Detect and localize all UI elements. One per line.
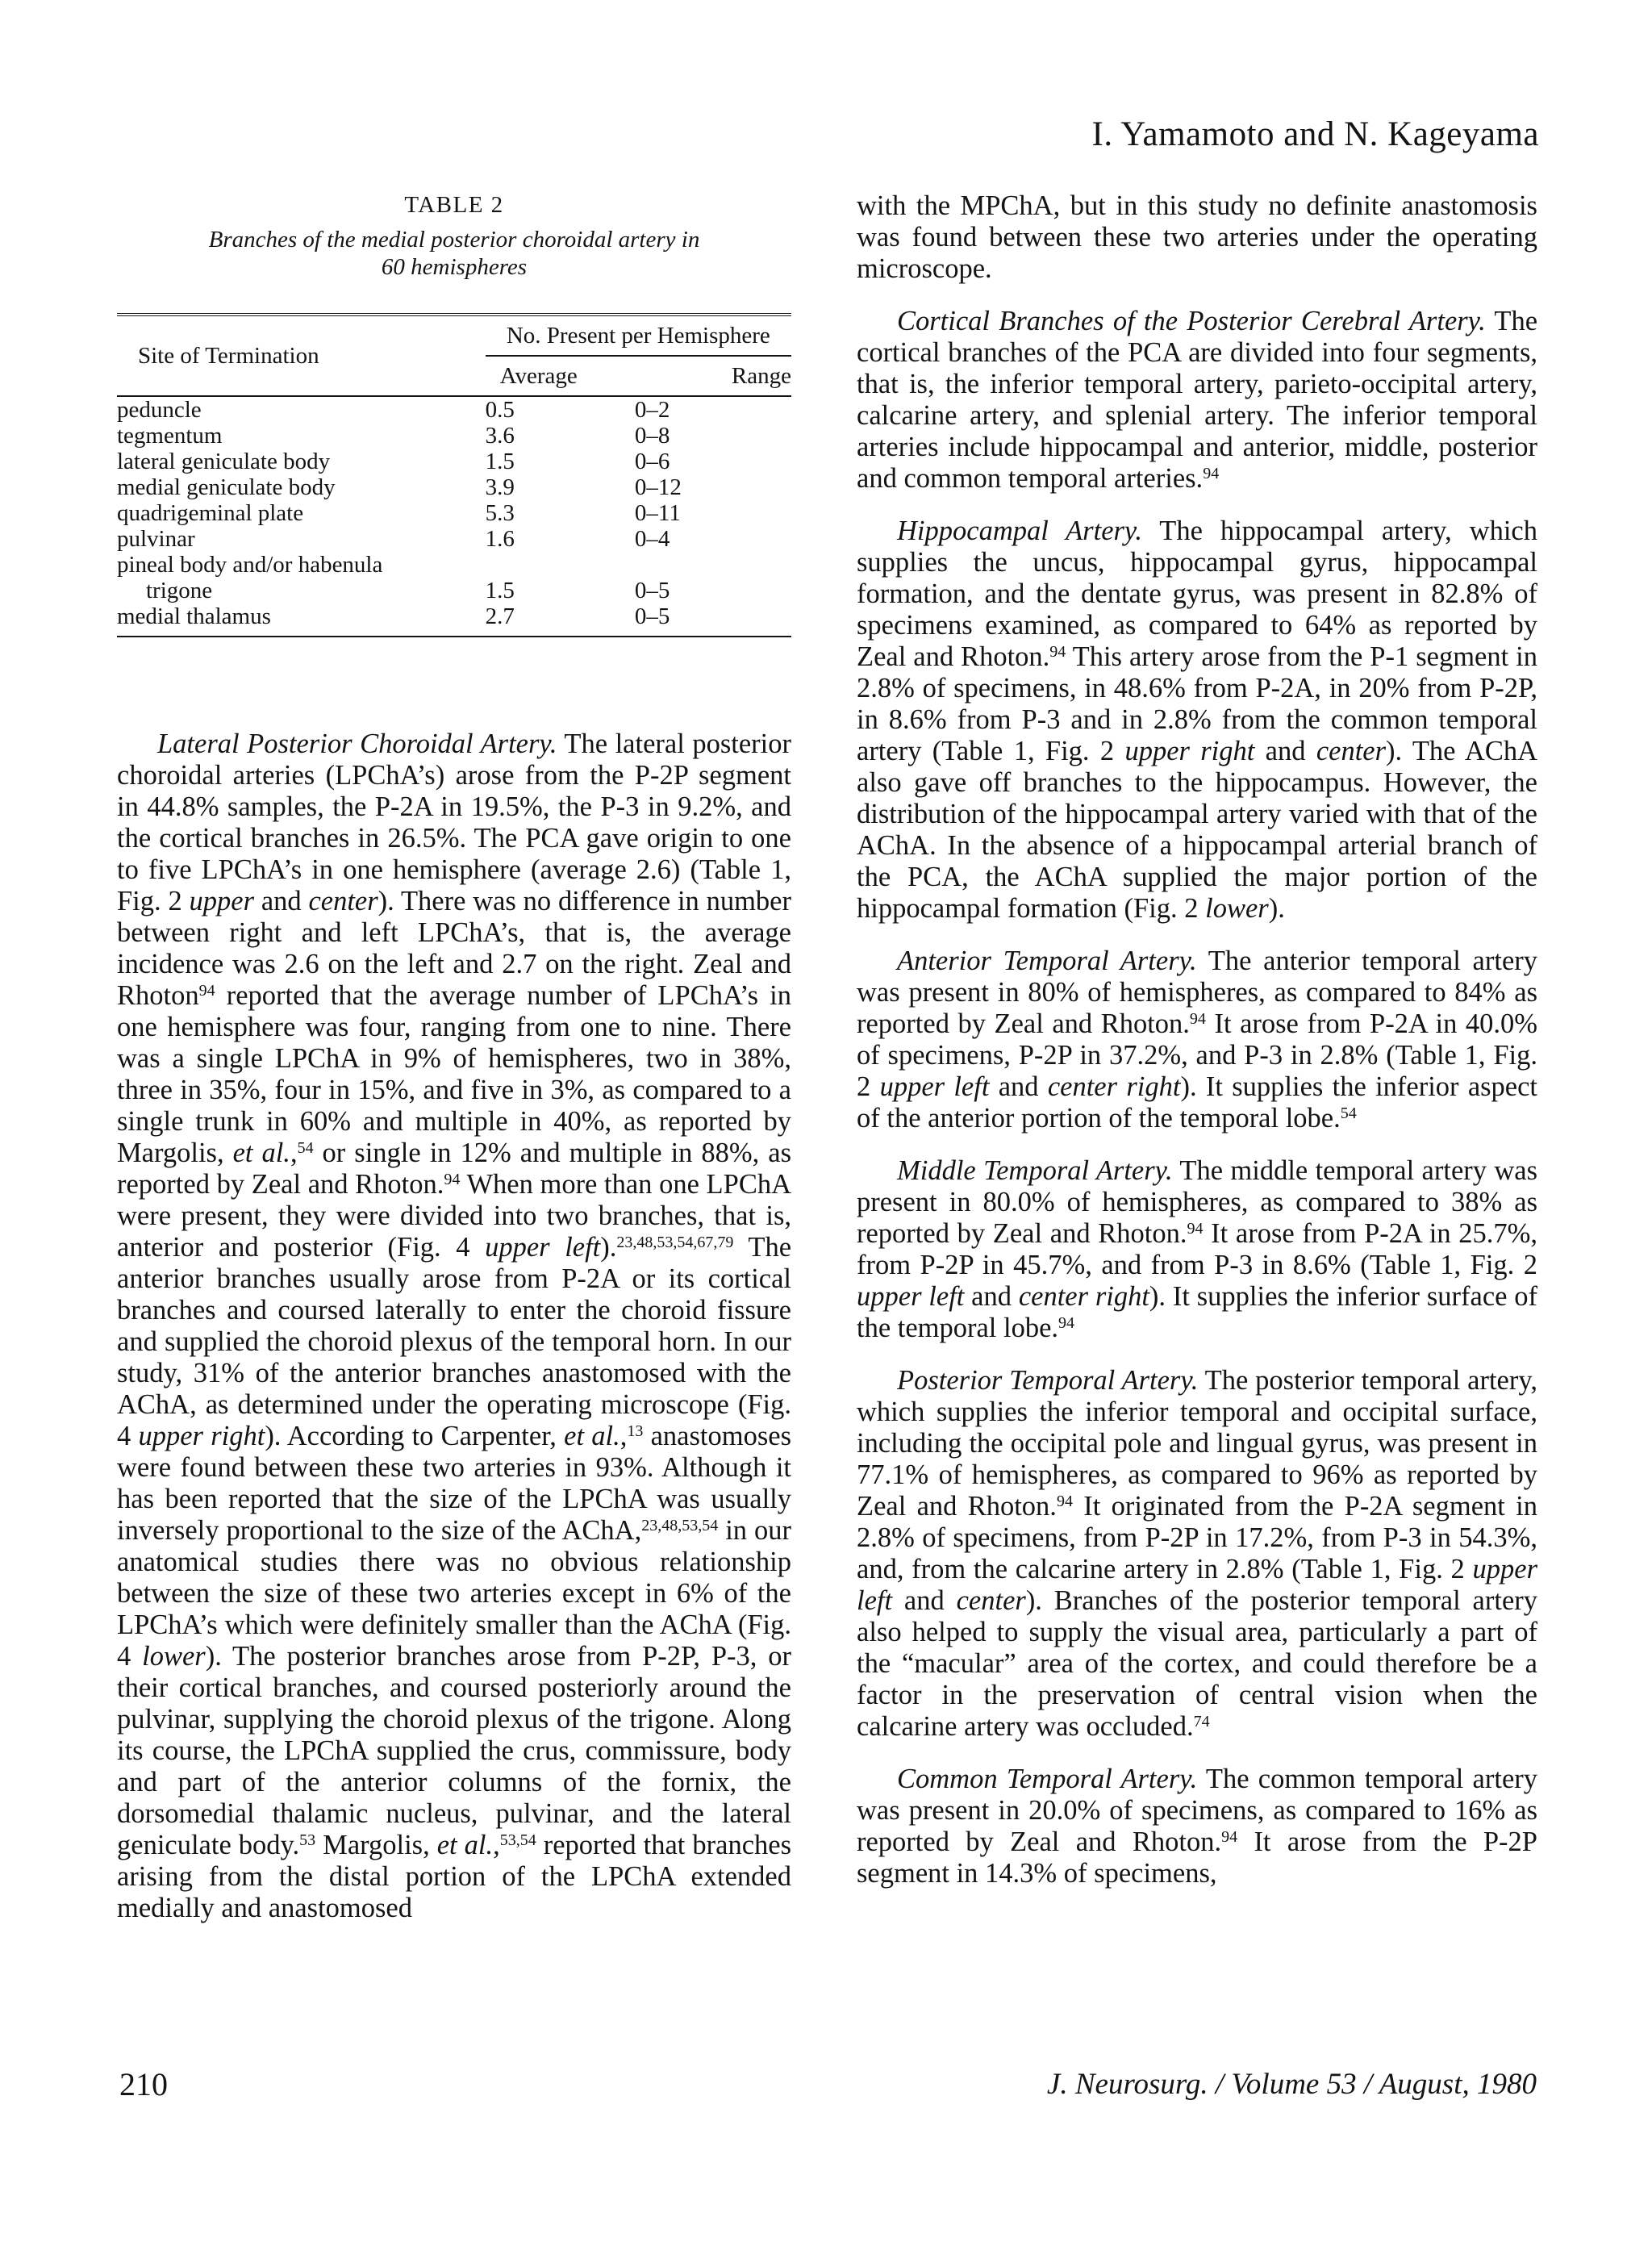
body-text: When more than one LPChA were present, they were divided into two branches, that is, anterior and posterior (Fig. 4 xyxy=(117,1169,791,1263)
cell-site: pineal body and/or habenula xyxy=(117,552,383,578)
cell-range: 0–6 xyxy=(634,449,670,474)
figure-ref: upper left xyxy=(879,1071,990,1102)
table-2 xyxy=(117,189,791,637)
table-row xyxy=(117,449,791,474)
figure-ref: center xyxy=(956,1585,1026,1616)
et-al: et al. xyxy=(436,1830,494,1860)
paragraph-common-temporal xyxy=(857,1764,1537,1889)
body-text: The anterior branches usually arose from P-2A or its cortical branches and coursed laterally to enter the choroid fissure and supplied the choroid plexus of the temporal horn. In our study, 31% of the anterior branches anastomosed with the AChA, as determined under the operating microscope (Fig. 4 xyxy=(117,1232,792,1451)
paragraph-anterior-temporal xyxy=(857,946,1537,1134)
figure-ref: upper left xyxy=(857,1281,965,1312)
section-heading: Middle Temporal Artery. xyxy=(897,1155,1173,1186)
body-text: ). According to Carpenter, xyxy=(265,1421,565,1451)
body-text: The posterior temporal artery, which supplies the inferior temporal and occipital surface, including the occipital pole and lingual gyrus, was present in 77.1% of hemispheres, as compared to 96% as reported by Zeal and Rhoton. xyxy=(857,1365,1537,1522)
body-text: The middle temporal artery was present in 80.0% of hemispheres, as compared to 38% as reported by Zeal and Rhoton. xyxy=(857,1155,1538,1249)
table-row xyxy=(117,526,791,552)
body-text: reported that branches arising from the distal portion of the LPChA extended medially and anastomosed xyxy=(117,1830,791,1923)
col-header-range: Range xyxy=(731,363,791,389)
paragraph-lpcha xyxy=(117,729,791,1924)
figure-ref: upper left xyxy=(485,1232,601,1263)
table-subtitle-line: 60 hemispheres xyxy=(381,254,528,280)
body-text: The anterior temporal artery was present in 80% of hemispheres, as compared to 84% as reported by Zeal and Rhoton. xyxy=(857,946,1537,1039)
citation: 23,48,53,54,67,79 xyxy=(616,1234,734,1251)
figure-ref: upper left xyxy=(857,1554,1537,1616)
body-text: ). It supplies the inferior aspect of the anterior portion of the temporal lobe. xyxy=(857,1071,1538,1134)
body-text: and xyxy=(254,886,309,916)
citation: 74 xyxy=(1193,1713,1210,1731)
left-column xyxy=(117,729,791,1945)
citation: 94 xyxy=(1189,1010,1206,1028)
paragraph-posterior-temporal xyxy=(857,1365,1537,1743)
cell-site: tegmentum xyxy=(117,423,223,449)
figure-ref: center xyxy=(1316,736,1387,766)
running-head: I. Yamamoto and N. Kageyama xyxy=(1091,115,1539,153)
body-text: , xyxy=(290,1138,298,1168)
et-al: et al. xyxy=(232,1138,290,1168)
citation: 94 xyxy=(198,982,215,1000)
body-text: and xyxy=(964,1281,1019,1312)
body-text: It arose from P-2A in 25.7%, from P-2P in 45.7%, and from P-3 in 8.6% (Table 1, Fig. 2 xyxy=(857,1218,1537,1280)
citation: 94 xyxy=(1187,1220,1204,1238)
cell-average: 1.6 xyxy=(485,526,515,552)
body-text: in our anatomical studies there was no obvious relationship between the size of these two arteries except in 6% of the LPChA’s which were definitely smaller than the AChA (Fig. 4 xyxy=(117,1515,792,1672)
figure-ref: center right xyxy=(1047,1071,1181,1102)
citation: 94 xyxy=(1058,1314,1075,1332)
col-header-average: Average xyxy=(499,363,578,389)
cell-range: 0–5 xyxy=(634,603,670,629)
citation: 94 xyxy=(1049,643,1066,661)
body-text: ). xyxy=(1268,893,1285,924)
citation: 53,54 xyxy=(499,1831,536,1849)
table-row xyxy=(117,552,791,578)
figure-ref: upper right xyxy=(1124,736,1255,766)
table-subtitle xyxy=(117,226,791,281)
body-text: , xyxy=(493,1830,500,1860)
figure-ref: center xyxy=(308,886,378,916)
body-text: and xyxy=(1254,736,1316,766)
data-table xyxy=(117,313,791,637)
body-text: ). The posterior branches arose from P-2P, P-3, or their cortical branches, and coursed posteriorly around the pulvinar, supplying the choroid plexus of the trigone. Along its course, the LPChA supplied the crus, commissure, body and part of the anterior columns of the fornix, the dorsomedial thalamic nucleus, pulvinar, and the lateral geniculate body. xyxy=(117,1641,791,1860)
table-row xyxy=(117,603,791,629)
cell-average: 3.9 xyxy=(485,474,515,500)
citation: 94 xyxy=(1221,1828,1238,1846)
cell-site: medial thalamus xyxy=(117,603,271,629)
body-text: Margolis, xyxy=(315,1830,437,1860)
figure-ref: lower xyxy=(142,1641,206,1672)
page-number: 210 xyxy=(119,2066,168,2102)
body-text: , xyxy=(620,1421,628,1451)
figure-ref: upper right xyxy=(138,1421,265,1451)
cell-site: quadrigeminal plate xyxy=(117,500,304,526)
body-text: This artery arose from the P-1 segment in 2.8% of specimens, in 48.6% from P-2A, in 20% from P-2P, in 8.6% from P-3 and in 2.8% from the common temporal artery (Table 1, Fig. 2 xyxy=(857,641,1537,766)
cell-range: 0–5 xyxy=(634,578,670,603)
et-al: et al. xyxy=(564,1421,620,1451)
col-header-site: Site of Termination xyxy=(138,343,319,369)
cell-site: pulvinar xyxy=(117,526,195,552)
section-heading: Lateral Posterior Choroidal Artery. xyxy=(157,729,557,759)
body-text: ). It supplies the inferior surface of the temporal lobe. xyxy=(857,1281,1537,1343)
body-text: or single in 12% and multiple in 88%, as reported by Zeal and Rhoton. xyxy=(117,1138,791,1200)
figure-ref: upper xyxy=(189,886,255,916)
citation: 23,48,53,54 xyxy=(641,1517,719,1534)
section-heading: Cortical Branches of the Posterior Cerebral Artery. xyxy=(897,306,1486,336)
body-text: It arose from P-2A in 40.0% of specimens, P-2P in 37.2%, and P-3 in 2.8% (Table 1, Fig. 2 xyxy=(857,1008,1537,1102)
figure-ref: center right xyxy=(1018,1281,1149,1312)
body-text: and xyxy=(892,1585,957,1616)
cell-site-continued: trigone xyxy=(146,578,213,603)
body-text: The cortical branches of the PCA are divided into four segments, that is, the inferior temporal artery, parieto-occipital artery, calcarine artery, and splenial artery. The inferior temporal arteries include hippocampal and anterior, middle, posterior and common temporal arteries. xyxy=(857,306,1538,494)
body-text: The hippocampal artery, which supplies the uncus, hippocampal gyrus, hippocampal formation, and the dentate gyrus, was present in 82.8% of specimens examined, as compared to 64% as reported by Zeal and Rhoton. xyxy=(857,516,1537,672)
section-heading: Anterior Temporal Artery. xyxy=(897,946,1197,976)
cell-average: 0.5 xyxy=(485,397,515,423)
table-row xyxy=(117,396,791,423)
cell-range: 0–2 xyxy=(634,397,670,423)
cell-range: 0–8 xyxy=(634,423,670,449)
cell-average: 5.3 xyxy=(485,500,515,526)
cell-site: lateral geniculate body xyxy=(117,449,331,474)
body-text: and xyxy=(989,1071,1048,1102)
citation: 13 xyxy=(627,1422,644,1440)
body-text: It arose from the P-2P segment in 14.3% of specimens, xyxy=(857,1827,1537,1889)
table-subtitle-line: Branches of the medial posterior choroidal artery in xyxy=(208,227,700,253)
paragraph-hippocampal xyxy=(857,516,1537,925)
cell-average: 1.5 xyxy=(485,578,515,603)
body-text: ). There was no difference in number between right and left LPChA’s, that is, the average incidence was 2.6 on the left and 2.7 on the right. Zeal and Rhoton xyxy=(117,886,791,1011)
body-text: The lateral posterior choroidal arteries (LPChA’s) arose from the P-2P segment in 44.8% samples, the P-2A in 19.5%, the P-3 in 9.2%, and the cortical branches in 26.5%. The PCA gave origin to one to five LPChA’s in one hemisphere (average 2.6) (Table 1, Fig. 2 xyxy=(117,729,791,916)
citation: 54 xyxy=(1340,1104,1357,1122)
body-text: reported that the average number of LPChA’s in one hemisphere was four, ranging from one to nine. There was a single LPChA in 9% of hemispheres, two in 38%, three in 35%, four in 15%, and five in 3%, as compared to a single trunk in 60% and multiple in 40%, as reported by Margolis, xyxy=(117,980,791,1168)
section-heading: Hippocampal Artery. xyxy=(897,516,1142,546)
citation: 94 xyxy=(1056,1493,1073,1510)
table-row xyxy=(117,578,791,603)
table-row xyxy=(117,423,791,449)
section-heading: Posterior Temporal Artery. xyxy=(897,1365,1199,1396)
col-header-group: No. Present per Hemisphere xyxy=(486,315,791,356)
citation: 54 xyxy=(297,1139,314,1157)
paragraph-continued: with the MPChA, but in this study no definite anastomosis was found between these two arteries under the operating microscope. xyxy=(857,190,1537,284)
body-text: anastomoses were found between these two arteries in 93%. Although it has been reported that the size of the LPChA was usually inversely proportional to the size of the AChA, xyxy=(117,1421,792,1546)
table-caption: TABLE 2 xyxy=(404,192,504,218)
paragraph-middle-temporal xyxy=(857,1155,1537,1344)
cell-range: 0–11 xyxy=(634,500,681,526)
journal-citation: J. Neurosurg. / Volume 53 / August, 1980 xyxy=(1046,2068,1537,2101)
body-text: The common temporal artery was present in 20.0% of specimens, as compared to 16% as reported by Zeal and Rhoton. xyxy=(857,1764,1537,1857)
cell-site: peduncle xyxy=(117,397,202,423)
body-text: It originated from the P-2A segment in 2.8% of specimens, from P-2P in 17.2%, from P-3 in 54.3%, and, from the calcarine artery in 2.8% (Table 1, Fig. 2 xyxy=(857,1491,1537,1584)
cell-average: 3.6 xyxy=(485,423,515,449)
cell-range: 0–4 xyxy=(634,526,670,552)
body-text: ). Branches of the posterior temporal artery also helped to supply the visual area, particularly a part of the “macular” area of the cortex, and could therefore be a factor in the preservation of central vision when the calcarine artery was occluded. xyxy=(857,1585,1537,1742)
right-column xyxy=(857,190,1537,1910)
cell-range: 0–12 xyxy=(634,474,682,500)
table-row xyxy=(117,500,791,526)
citation: 94 xyxy=(444,1171,461,1188)
body-text: ). xyxy=(600,1232,617,1263)
citation: 94 xyxy=(1203,465,1220,482)
cell-average: 2.7 xyxy=(485,603,515,629)
cell-site: medial geniculate body xyxy=(117,474,336,500)
section-heading: Common Temporal Artery. xyxy=(897,1764,1198,1794)
paragraph-cortical-branches xyxy=(857,306,1537,495)
citation: 53 xyxy=(299,1831,316,1849)
figure-ref: lower xyxy=(1205,893,1269,924)
body-text: ). The AChA also gave off branches to the hippocampus. However, the distribution of the hippocampal artery varied with that of the AChA. In the absence of a hippocampal arterial branch of the PCA, the AChA supplied the major portion of the hippocampal formation (Fig. 2 xyxy=(857,736,1537,924)
cell-average: 1.5 xyxy=(485,449,515,474)
table-row xyxy=(117,474,791,500)
